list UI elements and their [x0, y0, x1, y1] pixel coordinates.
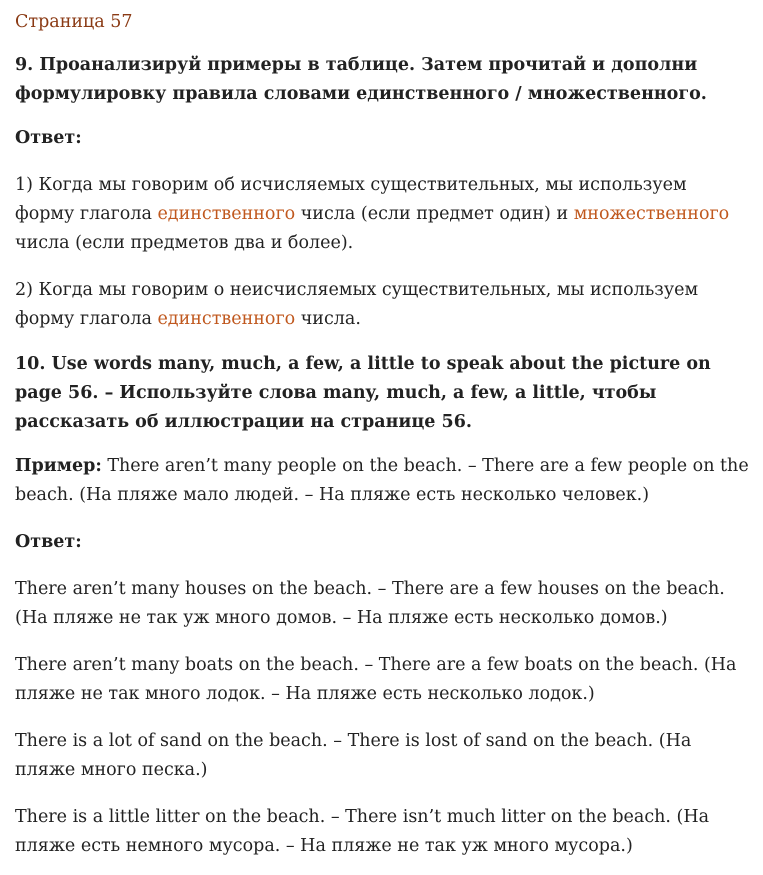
rule-1-highlight-plural: множественного: [573, 204, 730, 224]
rule-2-highlight-singular: единственного: [157, 309, 296, 329]
rule-1-text-c: числа (если предметов два и более).: [15, 233, 354, 253]
task-10-answer-label: Ответ:: [15, 532, 82, 552]
example-label: Пример:: [15, 456, 102, 476]
task-9-heading: 9. Проанализируй примеры в таблице. Затем прочитай и дополни формулировку правила словами единственного / множественного.: [15, 55, 707, 104]
task-9-rule-2: [15, 276, 749, 334]
page-link[interactable]: Страница 57: [15, 12, 133, 32]
answer-item: There aren’t many houses on the beach. – There are a few houses on the beach. (На пляже не так уж много домов. – На пляже есть несколько домов.): [15, 579, 725, 628]
rule-2-text-b: числа.: [295, 309, 361, 329]
task-10-heading: 10. Use words many, much, a few, a little to speak about the picture on page 56. – Используйте слова many, much, a few, a little, чтобы рассказать об иллюстрации на странице 56.: [15, 354, 711, 432]
rule-1-text-a: 1) Когда мы говорим об исчисляемых существительных, мы используем форму глагола: [15, 175, 687, 224]
rule-2-text-a: 2) Когда мы говорим о неисчисляемых существительных, мы используем форму глагола: [15, 280, 699, 329]
task-9-rule-1: [15, 171, 749, 258]
answer-item: There is a lot of sand on the beach. – There is lost of sand on the beach. (На пляже много песка.): [15, 731, 692, 780]
answer-item: There aren’t many boats on the beach. – There are a few boats on the beach. (На пляже не так много лодок. – На пляже есть несколько лодок.): [15, 655, 737, 704]
task-10-example: [15, 452, 749, 510]
answer-item: There is a little litter on the beach. – There isn’t much litter on the beach. (На пляже есть немного мусора. – На пляже не так уж много мусора.): [15, 807, 710, 856]
rule-1-highlight-singular: единственного: [157, 204, 296, 224]
rule-1-text-b: числа (если предмет один) и: [295, 204, 574, 224]
example-text: There aren’t many people on the beach. – There are a few people on the beach. (На пляже мало людей. – На пляже есть несколько человек.): [15, 456, 749, 505]
task-9-answer-label: Ответ:: [15, 128, 82, 148]
